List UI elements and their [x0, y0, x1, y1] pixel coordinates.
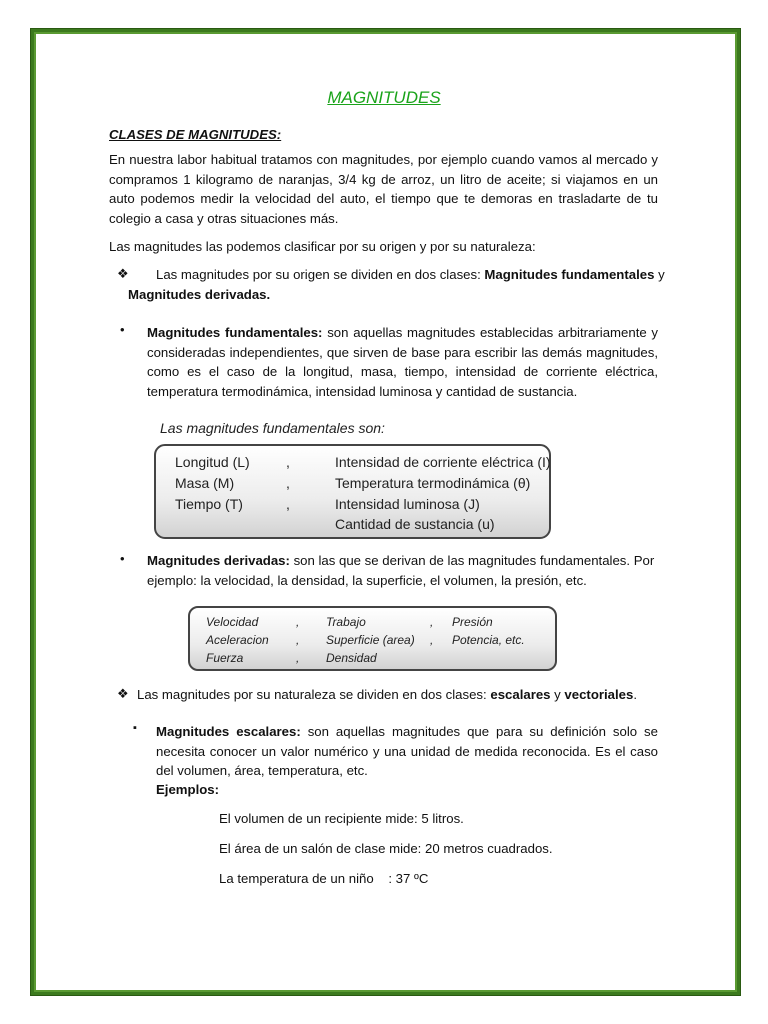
separator: ,	[296, 651, 300, 665]
scalar-paragraph	[156, 722, 658, 781]
origin-bold-derived: Magnitudes derivadas.	[128, 286, 271, 302]
fundamental-magnitudes-box	[154, 444, 551, 539]
nature-prefix: Las magnitudes por su naturaleza se dividen en dos clases:	[137, 687, 491, 702]
derived-paragraph	[147, 551, 662, 590]
derived-col3-item: Potencia, etc.	[452, 633, 525, 647]
diamond-bullet-icon: ❖	[117, 686, 129, 701]
square-bullet-icon: ▪	[133, 722, 137, 734]
separator: ,	[286, 475, 290, 491]
scalar-label: Magnitudes escalares:	[156, 724, 301, 739]
derived-col1-item: Aceleracion	[206, 633, 269, 647]
fundamental-caption: Las magnitudes fundamentales son:	[160, 420, 385, 436]
bullet-icon: •	[120, 551, 125, 566]
example-item: El área de un salón de clase mide: 20 metros cuadrados.	[219, 841, 553, 856]
bullet-icon: •	[120, 322, 125, 337]
separator: ,	[286, 496, 290, 512]
separator: ,	[286, 454, 290, 470]
classify-paragraph: Las magnitudes las podemos clasificar por su origen y por su naturaleza:	[109, 239, 536, 254]
fundamental-left-item: Tiempo (T)	[175, 496, 243, 512]
derived-col2-item: Trabajo	[326, 615, 366, 629]
fundamental-right-item: Intensidad luminosa (J)	[335, 496, 480, 512]
separator: ,	[430, 633, 434, 647]
nature-mid: y	[550, 687, 565, 702]
nature-bold-scalar: escalares	[490, 687, 551, 702]
section-subtitle: CLASES DE MAGNITUDES:	[109, 127, 282, 142]
fundamental-left-item: Masa (M)	[175, 475, 235, 491]
page-title: MAGNITUDES	[327, 88, 441, 107]
separator: ,	[296, 633, 300, 647]
origin-bold-fundamental: Magnitudes fundamentales	[484, 267, 655, 282]
derived-col1-item: Fuerza	[206, 651, 244, 665]
examples-label: Ejemplos:	[156, 782, 220, 797]
derived-label: Magnitudes derivadas:	[147, 553, 290, 568]
separator: ,	[296, 615, 300, 629]
derived-col2-item: Superficie (area)	[326, 633, 415, 647]
nature-item	[137, 685, 667, 705]
fundamental-right-item: Intensidad de corriente eléctrica (I)	[335, 454, 551, 470]
fundamental-label: Magnitudes fundamentales:	[147, 325, 323, 340]
fundamental-right-item: Cantidad de sustancia (u)	[335, 516, 495, 532]
origin-mid: y	[654, 267, 665, 282]
nature-suffix: .	[633, 687, 638, 702]
separator: ,	[430, 615, 434, 629]
diamond-bullet-icon: ❖	[117, 266, 129, 281]
example-item: La temperatura de un niño : 37 ºC	[219, 871, 429, 886]
derived-magnitudes-box	[188, 606, 557, 671]
fundamental-text: son aquellas magnitudes establecidas arbitrariamente y consideradas independientes, que sirven de base para escribir las demás magnitudes, como es el caso de la longitud, masa, tiempo, intensidad de corriente eléctrica, temperatura termodinámica, intensidad luminosa y cantidad de sustancia.	[147, 325, 659, 399]
fundamental-left-item: Longitud (L)	[175, 454, 250, 470]
derived-text: son las que se derivan de las magnitudes fundamentales. Por ejemplo: la velocidad, la densidad, la superficie, el volumen, la presión, etc.	[147, 553, 655, 588]
intro-paragraph: En nuestra labor habitual tratamos con magnitudes, por ejemplo cuando vamos al mercado y compramos 1 kilogramo de naranjas, 3/4 kg de arroz, un litro de aceite; si viajamos en un auto podemos medir la velocidad del auto, el tiempo que te demoras en trasladarte de tu colegio a casa y otras situaciones más.	[109, 152, 658, 226]
origin-item	[128, 265, 668, 304]
fundamental-right-item: Temperatura termodinámica (θ)	[335, 475, 531, 491]
derived-col2-item: Densidad	[326, 651, 377, 665]
scalar-text: son aquellas magnitudes que para su definición solo se necesita conocer un valor numérico y una unidad de medida reconocida. Es el caso del volumen, área, temperatura, etc.	[156, 724, 658, 778]
fundamental-paragraph	[147, 323, 658, 401]
derived-col1-item: Velocidad	[206, 615, 259, 629]
origin-prefix: Las magnitudes por su origen se dividen en dos clases:	[156, 267, 485, 282]
nature-bold-vector: vectoriales	[564, 687, 634, 702]
example-item: El volumen de un recipiente mide: 5 litros.	[219, 811, 464, 826]
derived-col3-item: Presión	[452, 615, 493, 629]
